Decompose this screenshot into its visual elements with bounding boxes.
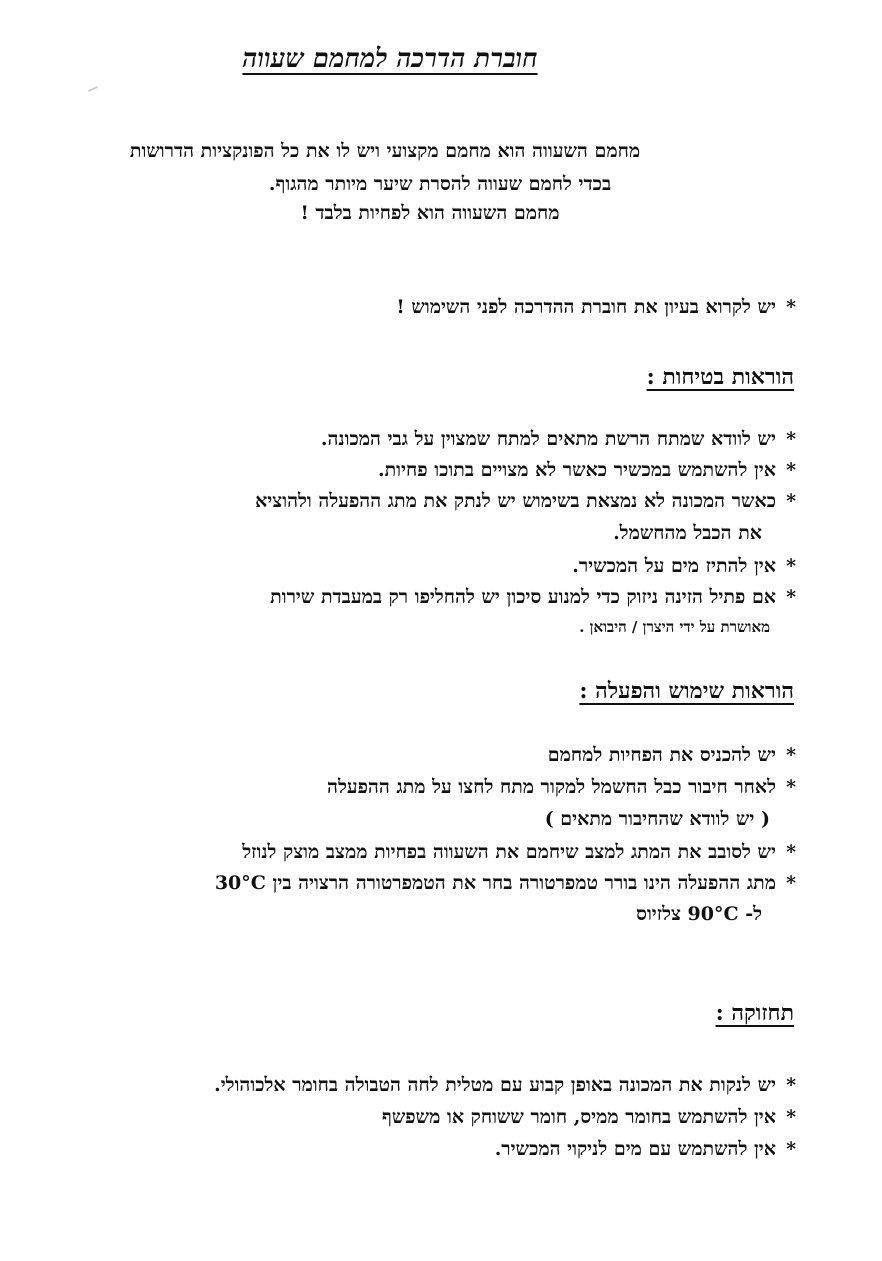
usage-item: [215, 872, 796, 895]
bullet-star: *: [786, 841, 796, 863]
usage-item-text: מתג ההפעלה הינו בורר טמפרטורה בחר את הטמפרטורה הרצויה בין 30°C: [214, 872, 776, 894]
usage-item: [548, 744, 796, 767]
bullet-star: *: [786, 586, 796, 608]
maintenance-item: [382, 1106, 796, 1129]
safety-item-text: יש לוודא שמתח הרשת מתאים למתח שמצוין על גבי המכונה.: [320, 428, 776, 450]
document-title: חוברת הדרכה למחמם שעווה: [242, 44, 538, 74]
bullet-star: *: [786, 744, 796, 766]
read-notice-text: יש לקרוא בעיון את חוברת ההדרכה לפני השימוש !: [396, 296, 776, 318]
maintenance-heading: תחזוקה :: [715, 1000, 794, 1026]
usage-item-text: יש לסובב את המתג למצב שיחמם את השעווה בפחיות ממצב מוצק לנוזל: [242, 841, 776, 863]
intro-line-3: מחמם השעווה הוא לפחיות בלבד !: [300, 202, 560, 224]
usage-item: [242, 841, 796, 864]
maintenance-item: [214, 1074, 796, 1097]
maintenance-item-text: אין להשתמש בחומר ממיס, חומר ששוחק או משפשף: [382, 1106, 776, 1128]
safety-item: [255, 490, 796, 513]
read-notice: [396, 296, 796, 319]
safety-item-text: אם פתיל הזינה ניזוק כדי למנוע סיכון יש להחליפו רק במעבדת שירות: [270, 586, 776, 608]
safety-item-text: כאשר המכונה לא נמצאת בשימוש יש לנתק את מתג ההפעלה ולהוציא: [255, 490, 776, 512]
bullet-star: *: [786, 1138, 796, 1160]
usage-item-text: לאחר חיבור כבל החשמל למקור מתח לחצו על מתג ההפעלה: [327, 776, 776, 798]
bullet-star: *: [786, 872, 796, 894]
usage-item-continuation: ( יש לוודא שהחיבור מתאים ): [544, 808, 770, 830]
maintenance-item-text: יש לנקות את המכונה באופן קבוע עם מטלית לחה הטבולה בחומר אלכוהולי.: [214, 1074, 776, 1096]
safety-heading: הוראות בטיחות :: [646, 364, 794, 390]
safety-item-text: אין להתיז מים על המכשיר.: [572, 555, 776, 577]
bullet-star: *: [786, 296, 796, 318]
usage-item-continuation: ל- 90°C צלזיוס: [636, 903, 762, 925]
safety-item-continuation: מאושרת על ידי היצרן / היבואן .: [579, 618, 770, 636]
safety-item: [270, 586, 796, 609]
scan-mark: [88, 86, 98, 92]
bullet-star: *: [786, 1106, 796, 1128]
bullet-star: *: [786, 555, 796, 577]
safety-item-continuation: את הכבל מהחשמל.: [613, 522, 762, 544]
bullet-star: *: [786, 459, 796, 481]
safety-item: [572, 555, 796, 578]
safety-item: [378, 459, 796, 482]
safety-item: [321, 428, 796, 451]
intro-line-2: בכדי לחמם שעווה להסרת שיער מיותר מהגוף.: [268, 173, 612, 195]
usage-item: [327, 776, 796, 799]
usage-item-text: יש להכניס את הפחיות למחמם: [547, 744, 776, 766]
usage-heading: הוראות שימוש והפעלה :: [579, 678, 794, 704]
maintenance-item-text: אין להשתמש עם מים לניקוי המכשיר.: [494, 1138, 776, 1160]
bullet-star: *: [786, 490, 796, 512]
bullet-star: *: [786, 776, 796, 798]
safety-item-text: אין להשתמש במכשיר כאשר לא מצויים בתוכו פחיות.: [377, 459, 776, 481]
bullet-star: *: [786, 1074, 796, 1096]
intro-line-1: מחמם השעווה הוא מחמם מקצועי ויש לו את כל הפונקציות הדרושות: [129, 140, 641, 162]
bullet-star: *: [786, 428, 796, 450]
maintenance-item: [495, 1138, 796, 1161]
